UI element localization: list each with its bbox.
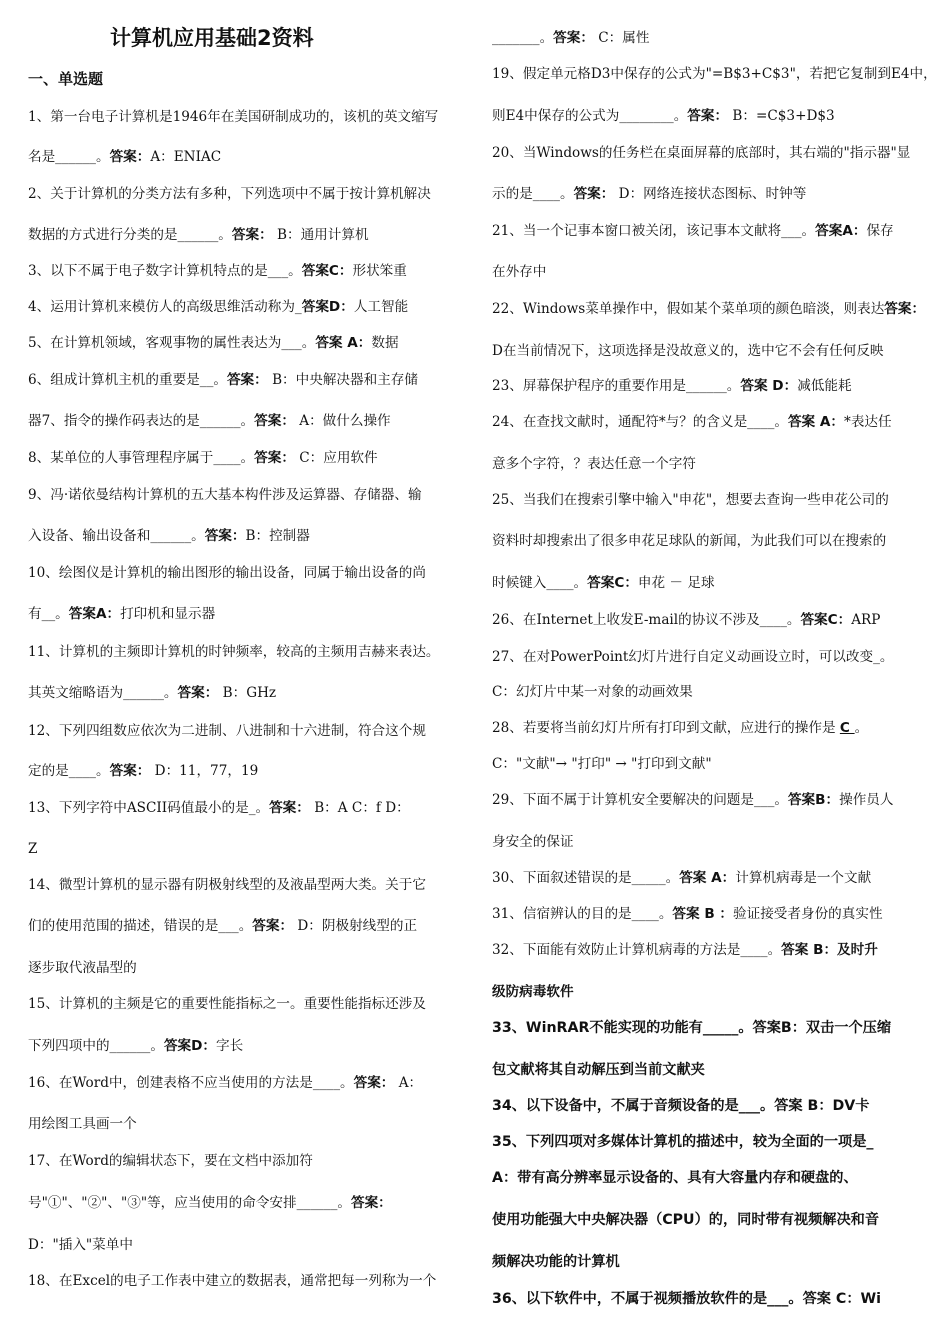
answer-value: ARP [851, 612, 881, 628]
line-text: 8、某单位的人事管理程序属于____。 [28, 450, 255, 466]
line-text: C："文献"→ "打印" → "打印到文献" [492, 756, 712, 772]
right-line-25 [492, 941, 878, 959]
line-text: 数据的方式进行分类的是______。 [28, 227, 232, 243]
line-text: 23、屏幕保护程序的重要作用是______。 [492, 378, 741, 394]
answer-label: 答案： [254, 450, 295, 466]
left-line-9 [28, 412, 391, 430]
answer-value: 人工智能 [353, 299, 409, 315]
answer-label: 答案 A： [679, 870, 736, 886]
answer-label: 答案： [687, 108, 729, 124]
line-text: 16、在Word中，创建表格不应当使用的方法是____。 [28, 1075, 354, 1091]
answer-value: 验证接受者身份的真实性 [733, 906, 883, 922]
line-text: 示的是____。 [492, 186, 574, 202]
right-line-27 [492, 1019, 891, 1037]
line-text: 包文献将其自动解压到当前文献夹 [492, 1062, 705, 1078]
line-text: 22、Windows菜单操作中，假如某个菜单项的颜色暗淡，则表达 [492, 301, 885, 317]
line-text: 名是______。 [28, 149, 110, 165]
line-text: 15、计算机的主频是它的重要性能指标之一。重要性能指标还涉及 [28, 996, 426, 1012]
right-line-19 [492, 719, 868, 737]
right-line-10 [492, 377, 852, 395]
right-line-32 [492, 1211, 879, 1229]
answer-value: 打印机和显示器 [120, 606, 216, 622]
answer-label: 答案C： [301, 263, 353, 279]
right-line-5 [492, 185, 806, 203]
answer-label: 答案 A： [315, 335, 372, 351]
answer-value: D：11，77，19 [150, 763, 259, 779]
line-text: C：幻灯片中某一对象的动画效果 [492, 684, 693, 700]
left-line-25 [28, 1037, 243, 1055]
line-text: 14、微型计算机的显示器有阴极射线型的及液晶型两大类。关于它 [28, 877, 426, 893]
line-text: D在当前情况下，这项选择是没故意义的，选中它不会有任何反映 [492, 343, 884, 359]
line-text: 器7、指令的操作码表达的是______。 [28, 413, 255, 429]
line-text: 在外存中 [492, 264, 547, 280]
line-text: 21、当一个记事本窗口被关闭，该记事本文献将___。 [492, 223, 816, 239]
line-text: 其英文缩略语为______。 [28, 685, 178, 701]
right-line-24 [492, 905, 883, 923]
line-text: 定的是____。 [28, 763, 110, 779]
answer-value: B：控制器 [245, 528, 310, 544]
answer-value: B：通用计算机 [272, 227, 369, 243]
answer-label: 答案C： [800, 612, 852, 628]
answer-value: B：=C$3+D$3 [728, 108, 835, 124]
line-text: 24、在查找文献时，通配符*与？的含义是____。 [492, 414, 788, 430]
line-text: 则E4中保存的公式为________。 [492, 108, 688, 124]
right-line-6 [492, 222, 894, 240]
left-line-6 [28, 298, 408, 316]
line-text: 号"①"、"②"、"③"等，应当使用的命令安排______。 [28, 1195, 351, 1211]
answer-value: A：ENIAC [150, 149, 222, 165]
line-text: 26、在Internet上收发E-mail的协议不涉及____。 [492, 612, 801, 628]
answer-label: 级防病毒软件 [492, 984, 574, 1000]
line-text: 27、在对PowerPoint幻灯片进行自定义动画设立时，可以改变_。 [492, 649, 894, 665]
right-line-18 [492, 683, 693, 701]
line-text: 32、下面能有效防止计算机病毒的方法是____。 [492, 942, 782, 958]
line-text: 35、下列四项对多媒体计算机的描述中，较为全面的一项是_ [492, 1134, 874, 1150]
answer-label: 答案： [231, 227, 273, 243]
left-line-28 [28, 1152, 313, 1170]
answer-label: 答案 D： [740, 378, 798, 394]
answer-value: 减低能耗 [797, 378, 852, 394]
left-line-16 [28, 684, 276, 702]
line-text: 36、以下软件中，不属于视频播放软件的是___。答案 C：Wi [492, 1291, 882, 1307]
left-line-31 [28, 1272, 436, 1290]
line-text: D："插入"菜单中 [28, 1237, 133, 1253]
answer-label: 答案 B：及时升 [781, 942, 878, 958]
answer-label: 答案B： [787, 792, 840, 808]
left-line-13 [28, 564, 426, 582]
answer-label: 答案： [252, 918, 294, 934]
left-line-22 [28, 917, 417, 935]
answer-label: 答案C： [587, 575, 638, 591]
line-text: Z [28, 841, 38, 857]
answer-value: 字长 [216, 1038, 244, 1054]
answer-value: A： [394, 1075, 423, 1091]
answer-value: 操作员人 [839, 792, 894, 808]
right-line-23 [492, 869, 871, 887]
left-line-26 [28, 1074, 422, 1092]
line-text: 17、在Word的编辑状态下，要在文档中添加符 [28, 1153, 313, 1169]
left-line-24 [28, 995, 426, 1013]
answer-label: 答案： [573, 186, 615, 202]
right-line-33 [492, 1253, 620, 1271]
left-line-21 [28, 876, 426, 894]
right-line-16 [492, 611, 880, 629]
left-line-10 [28, 449, 378, 467]
right-line-2 [492, 65, 937, 83]
line-text: 29、下面不属于计算机安全要解决的问题是___。 [492, 792, 788, 808]
left-line-4 [28, 226, 369, 244]
answer-label: 答案A： [68, 606, 121, 622]
line-text: 使用功能强大中央解决器（CPU）的，同时带有视频解决和音 [492, 1212, 880, 1228]
line-text: 5、在计算机领域，客观事物的属性表达为___。 [28, 335, 316, 351]
line-text: 身安全的保证 [492, 834, 574, 850]
left-line-15 [28, 643, 440, 661]
line-text: 25、当我们在搜索引擎中输入"申花"，想要去查询一些申花公司的 [492, 492, 889, 508]
left-line-27 [28, 1115, 137, 1133]
line-text: 用绘图工具画一个 [28, 1116, 137, 1132]
answer-value: D：网络连接状态图标、时钟等 [614, 186, 807, 202]
right-line-11 [492, 413, 892, 431]
line-text: 34、以下设备中，不属于音频设备的是___。答案 B：DV卡 [492, 1098, 870, 1114]
answer-label: 答案： [226, 372, 268, 388]
left-line-20 [28, 840, 37, 858]
left-line-5 [28, 262, 407, 280]
left-line-19 [28, 799, 410, 817]
left-line-8 [28, 371, 418, 389]
answer-value: *表达任 [844, 414, 892, 430]
right-line-7 [492, 263, 546, 281]
line-text: 28、若要将当前幻灯片所有打印到文献，应进行的操作是 [492, 720, 840, 736]
left-line-29 [28, 1194, 392, 1212]
right-line-26 [492, 983, 574, 1001]
line-tail: 。 [854, 720, 869, 736]
document-title: 计算机应用基础2资料 [110, 26, 314, 50]
answer-label: 答案 A： [787, 414, 845, 430]
right-line-4 [492, 144, 910, 162]
left-line-3 [28, 185, 431, 203]
line-text: 13、下列字符中ASCII码值最小的是_。 [28, 800, 270, 816]
answer-label: 答案： [109, 149, 151, 165]
answer-value: A：做什么操作 [294, 413, 391, 429]
line-text: 33、WinRAR不能实现的功能有_____。答案B：双击一个压缩 [492, 1020, 892, 1036]
right-line-3 [492, 107, 835, 125]
answer-blank: C [839, 720, 855, 736]
line-text: 10、绘图仪是计算机的输出图形的输出设备，同属于输出设备的尚 [28, 565, 426, 581]
right-line-30 [492, 1133, 874, 1151]
left-line-7 [28, 334, 399, 352]
right-line-9 [492, 342, 884, 360]
right-line-8 [492, 300, 925, 318]
right-line-31 [492, 1169, 858, 1187]
line-text: 2、关于计算机的分类方法有多种，下列选项中不属于按计算机解决 [28, 186, 431, 202]
right-line-12 [492, 455, 696, 473]
left-line-1 [28, 108, 438, 126]
left-line-12 [28, 527, 310, 545]
answer-value: 保存 [866, 223, 894, 239]
right-line-21 [492, 791, 894, 809]
answer-value: C：应用软件 [294, 450, 378, 466]
answer-label: 答案： [353, 1075, 395, 1091]
left-line-2 [28, 148, 221, 166]
left-line-30 [28, 1236, 133, 1254]
answer-label: 答案： [177, 685, 219, 701]
answer-label: 答案： [350, 1195, 392, 1211]
line-text: 20、当Windows的任务栏在桌面屏幕的底部时，其右端的"指示器"显 [492, 145, 911, 161]
answer-value: D：阴极射线型的正 [293, 918, 418, 934]
answer-value: B：中央解决器和主存储 [267, 372, 418, 388]
right-line-1 [492, 29, 649, 47]
answer-label: 答案D： [163, 1038, 217, 1054]
answer-label: 答案： [553, 30, 594, 46]
answer-label: 答案A： [815, 223, 867, 239]
line-text: _______。 [492, 30, 554, 46]
right-line-20 [492, 755, 712, 773]
right-line-14 [492, 532, 886, 550]
line-text: 4、运用计算机来模仿人的高级思维活动称为_ [28, 299, 302, 315]
line-text: 30、下面叙述错误的是_____。 [492, 870, 680, 886]
right-line-13 [492, 491, 889, 509]
line-text: 时候键入____。 [492, 575, 588, 591]
line-text: A：带有高分辨率显示设备的、具有大容量内存和硬盘的、 [492, 1170, 858, 1186]
line-text: 入设备、输出设备和______。 [28, 528, 205, 544]
line-text: 下列四项中的______。 [28, 1038, 164, 1054]
line-text: 资料时却搜索出了很多申花足球队的新闻，为此我们可以在搜索的 [492, 533, 887, 549]
line-text: 6、组成计算机主机的重要是__。 [28, 372, 227, 388]
answer-value: B：GHz [218, 685, 277, 701]
line-text: 1、第一台电子计算机是1946年在美国研制成功的，该机的英文缩写 [28, 109, 439, 125]
right-line-15 [492, 574, 715, 592]
answer-label: 答案 B ： [672, 906, 734, 922]
right-line-28 [492, 1061, 705, 1079]
answer-label: 答案： [204, 528, 246, 544]
answer-value: B：A C：f D： [309, 800, 410, 816]
answer-label: 答案： [269, 800, 310, 816]
answer-value: 申花 － 足球 [637, 575, 715, 591]
left-line-23 [28, 959, 137, 977]
answer-label: 答案D： [301, 299, 354, 315]
right-line-22 [492, 833, 574, 851]
line-text: 11、计算机的主频即计算机的时钟频率，较高的主频用吉赫来表达。 [28, 644, 440, 660]
line-text: 12、下列四组数应依次为二进制、八进制和十六进制，符合这个规 [28, 723, 426, 739]
left-line-18 [28, 762, 258, 780]
right-line-17 [492, 648, 893, 666]
line-text: 3、以下不属于电子数字计算机特点的是___。 [28, 263, 302, 279]
right-line-34 [492, 1290, 881, 1308]
answer-label: 答案： [884, 301, 926, 317]
line-text: 频解决功能的计算机 [492, 1254, 620, 1270]
line-text: 们的使用范围的描述，错误的是___。 [28, 918, 253, 934]
line-text: 意多个字符，？表达任意一个字符 [492, 456, 696, 472]
answer-label: 答案： [109, 763, 151, 779]
left-line-14 [28, 605, 215, 623]
answer-value: 形状笨重 [352, 263, 407, 279]
answer-label: 答案： [254, 413, 295, 429]
line-text: 逐步取代液晶型的 [28, 960, 137, 976]
line-text: 31、信宿辨认的目的是____。 [492, 906, 673, 922]
line-text: 19、假定单元格D3中保存的公式为"=B$3+C$3"，若把它复制到E4中， [492, 66, 937, 82]
answer-value: 数据 [371, 335, 399, 351]
left-line-17 [28, 722, 426, 740]
line-text: 有__。 [28, 606, 69, 622]
left-line-11 [28, 486, 422, 504]
answer-value: C：属性 [593, 30, 650, 46]
line-text: 18、在Excel的电子工作表中建立的数据表，通常把每一列称为一个 [28, 1273, 437, 1289]
line-text: 9、冯·诺依曼结构计算机的五大基本构件涉及运算器、存储器、输 [28, 487, 422, 503]
right-line-29 [492, 1097, 869, 1115]
section-heading: 一、单选题 [28, 70, 104, 88]
answer-value: 计算机病毒是一个文献 [735, 870, 872, 886]
